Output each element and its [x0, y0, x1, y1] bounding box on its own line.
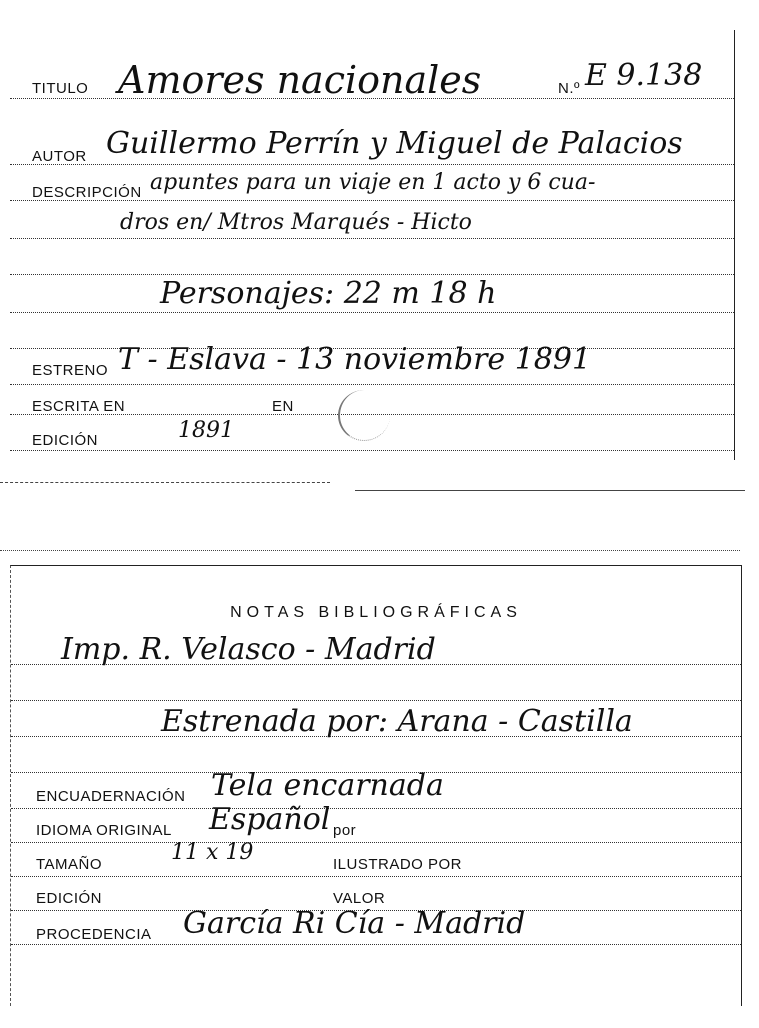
cut-line	[0, 482, 330, 483]
cut-line	[0, 550, 740, 551]
edicion-label: EDICIÓN	[32, 432, 99, 449]
numero-value: E 9.138	[585, 58, 703, 93]
cut-line	[355, 490, 745, 491]
encuadernacion-value: Tela encarnada	[211, 768, 444, 803]
descripcion-line2: dros en/ Mtros Marqués - Hicto	[120, 210, 472, 235]
note-estrenada: Estrenada por: Arana - Castilla	[161, 704, 633, 739]
note-imprenta: Imp. R. Velasco - Madrid	[61, 632, 436, 667]
procedencia-label: PROCEDENCIA	[36, 926, 152, 943]
numero-label: N.º	[558, 80, 580, 97]
ruled-line	[10, 274, 734, 275]
ruled-line	[11, 876, 741, 877]
valor-label: VALOR	[333, 890, 386, 907]
idioma-label: IDIOMA ORIGINAL	[36, 822, 172, 839]
ruled-line	[10, 238, 734, 239]
estreno-value: T - Eslava - 13 noviembre 1891	[118, 342, 592, 377]
ruled-line	[11, 944, 741, 945]
tamano-label: TAMAÑO	[36, 856, 103, 873]
por-label: por	[333, 822, 357, 839]
ruled-line	[11, 842, 741, 843]
en-label: EN	[272, 398, 294, 415]
personajes-value: Personajes: 22 m 18 h	[160, 276, 497, 311]
ruled-line	[10, 450, 734, 451]
notas-heading: NOTAS BIBLIOGRÁFICAS	[230, 604, 522, 621]
idioma-value: Español	[209, 802, 331, 837]
stamp-mark	[338, 390, 390, 441]
descripcion-line1: apuntes para un viaje en 1 acto y 6 cua-	[150, 170, 596, 195]
ruled-line	[10, 384, 734, 385]
encuadernacion-label: ENCUADERNACIÓN	[36, 788, 186, 805]
autor-label: AUTOR	[32, 148, 87, 165]
edicion-label: EDICIÓN	[36, 890, 103, 907]
ruled-line	[11, 700, 741, 701]
edicion-value: 1891	[178, 418, 234, 443]
autor-value: Guillermo Perrín y Miguel de Palacios	[106, 126, 683, 161]
back-card	[10, 565, 742, 1006]
procedencia-value: García Ri Cía - Madrid	[183, 906, 526, 941]
escrita-en-label: ESCRITA EN	[32, 398, 126, 415]
ruled-line	[10, 312, 734, 313]
estreno-label: ESTRENO	[32, 362, 109, 379]
descripcion-label: DESCRIPCIÓN	[32, 184, 142, 201]
ilustrado-label: ILUSTRADO POR	[333, 856, 463, 873]
ruled-line	[10, 164, 734, 165]
tamano-value: 11 x 19	[171, 840, 254, 865]
titulo-label: TITULO	[32, 80, 89, 97]
ruled-line	[11, 808, 741, 809]
titulo-value: Amores nacionales	[118, 58, 482, 102]
